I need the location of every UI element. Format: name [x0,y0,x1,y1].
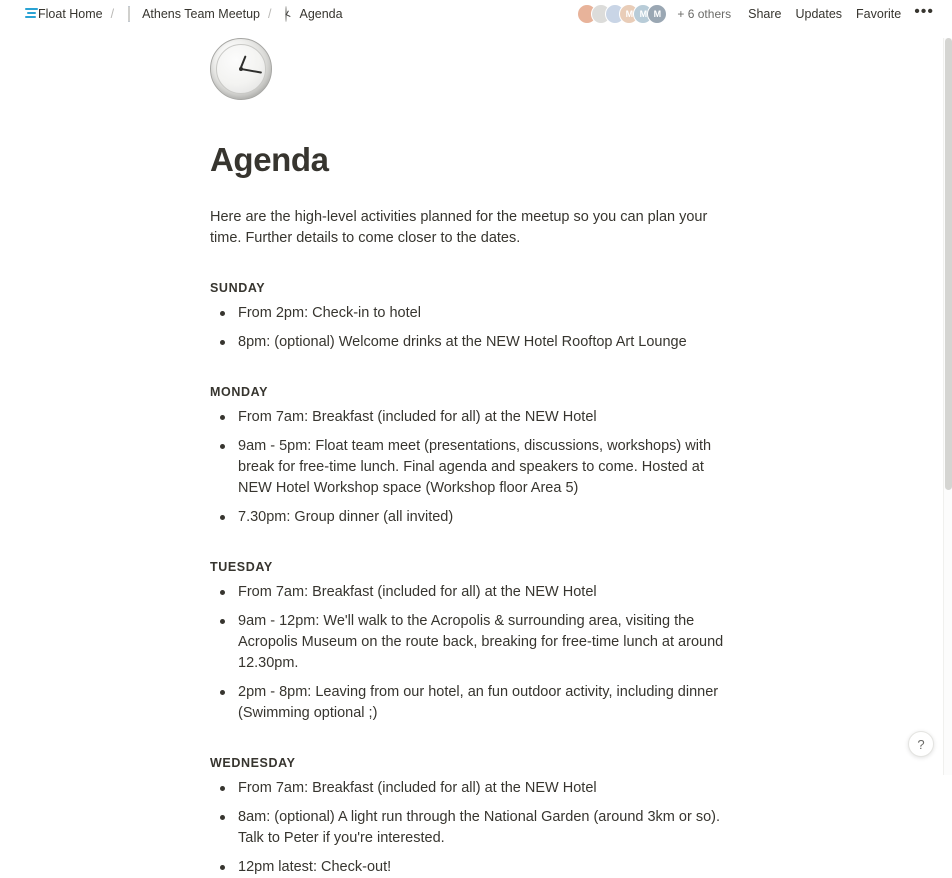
greece-flag-icon [122,7,136,21]
help-button[interactable]: ? [908,731,934,757]
list-item: 7.30pm: Group dinner (all invited) [210,507,740,528]
section-list-wednesday [210,778,918,878]
collaborator-avatars[interactable] [577,4,667,24]
page-container [0,38,952,875]
section-heading-wednesday: WEDNESDAY [210,756,296,770]
section-heading-monday: MONDAY [210,385,269,399]
section-heading-sunday: SUNDAY [210,281,266,295]
section-list-monday [210,407,918,528]
scrollbar-thumb[interactable] [945,38,952,490]
float-logo-icon [18,7,32,21]
breadcrumb-separator: / [268,7,272,21]
more-options-button[interactable]: ••• [914,3,934,20]
list-item: From 2pm: Check-in to hotel [210,303,740,324]
avatar-initial: M [653,9,662,19]
list-item: 8am: (optional) A light run through the National Garden (around 3km or so). Talk to Peter if you're interested. [210,807,740,849]
list-item: 9am - 12pm: We'll walk to the Acropolis & surrounding area, visiting the Acropolis Museum on the route back, breaking for free-time lunch at around 12.30pm. [210,611,740,674]
section-list-tuesday [210,582,918,724]
breadcrumb-item-agenda[interactable] [275,5,346,23]
top-bar-actions [577,4,940,24]
avatar-initial: M [625,9,634,19]
list-item: 9am - 5pm: Float team meet (presentations, discussions, workshops) with break for free-time lunch. Final agenda and speakers to come. Hosted at NEW Hotel Workshop space (Workshop floor Area 5) [210,436,740,499]
top-bar [0,0,952,28]
updates-button[interactable]: Updates [795,7,843,21]
clock-icon [279,7,293,21]
vertical-scrollbar[interactable] [943,38,952,775]
list-item: From 7am: Breakfast (included for all) at the NEW Hotel [210,778,740,799]
avatar[interactable] [647,4,667,24]
breadcrumb-label: Agenda [299,7,343,21]
breadcrumb-label: Athens Team Meetup [142,7,260,21]
breadcrumb-item-athens-team-meetup[interactable] [118,5,264,23]
share-button[interactable]: Share [748,7,782,21]
breadcrumb-label: Float Home [38,7,103,21]
list-item: 2pm - 8pm: Leaving from our hotel, an fun outdoor activity, including dinner (Swimming optional ;) [210,682,740,724]
list-item: From 7am: Breakfast (included for all) at the NEW Hotel [210,582,740,603]
section-heading-tuesday: TUESDAY [210,560,273,574]
section-list-sunday [210,303,918,353]
avatar-initial: M [639,9,648,19]
breadcrumb-item-float-home[interactable] [14,5,107,23]
clock-icon[interactable] [210,38,272,100]
list-item: From 7am: Breakfast (included for all) at the NEW Hotel [210,407,740,428]
list-item: 12pm latest: Check-out! [210,857,740,878]
favorite-button[interactable]: Favorite [856,7,902,21]
list-item: 8pm: (optional) Welcome drinks at the NEW Hotel Rooftop Art Lounge [210,332,740,353]
others-count-label: + 6 others [677,7,732,21]
intro-paragraph: Here are the high-level activities planned for the meetup so you can plan your time. Further details to come closer to the dates. [210,209,708,246]
document-content [0,38,952,878]
breadcrumb-separator: / [110,7,115,21]
page-title: Agenda [210,141,329,178]
breadcrumb [14,5,347,23]
